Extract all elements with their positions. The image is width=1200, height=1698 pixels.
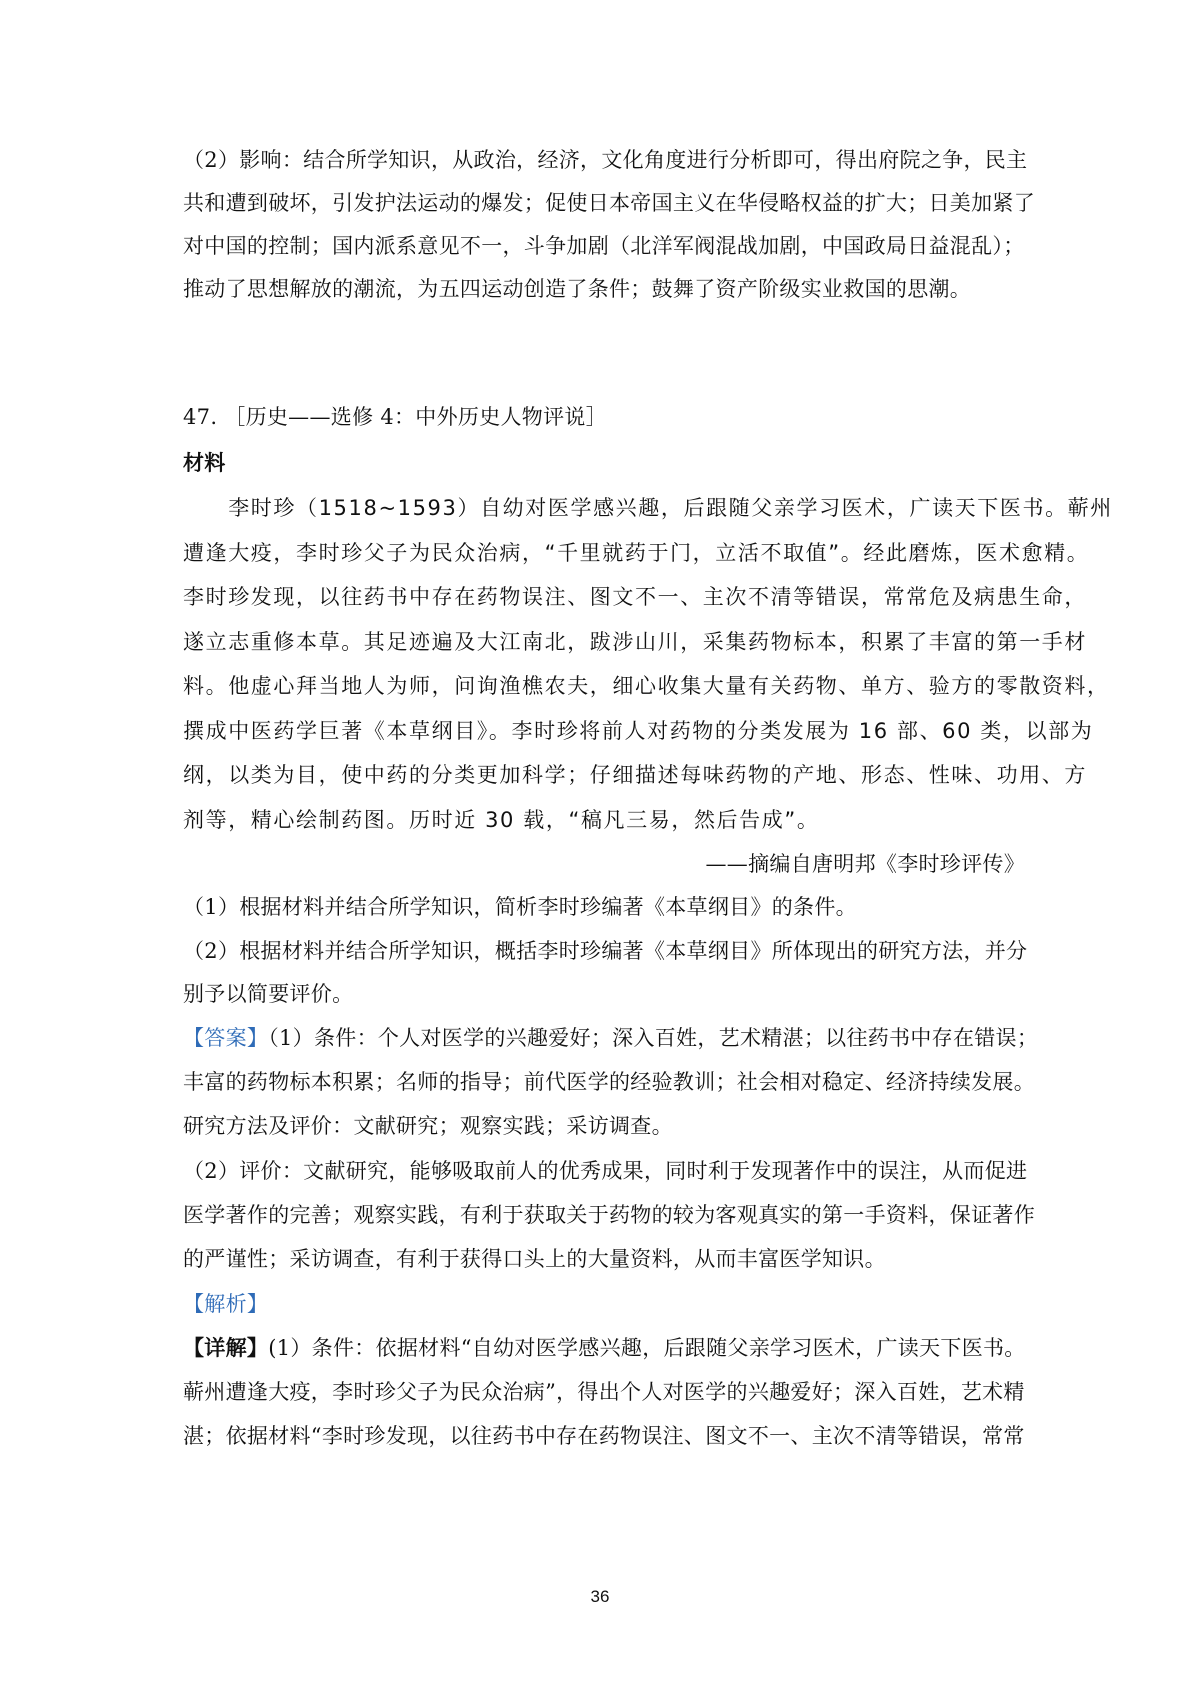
influence-line: （2）影响：结合所学知识，从政治，经济，文化角度进行分析即可，得出府院之争，民主 (183, 148, 1028, 172)
answer-first-line (183, 1024, 1039, 1052)
material-line: 遭逢大疫，李时珍父子为民众治病，“千里就药于门，立活不取值”。经此磨炼，医术愈精。 (183, 541, 1090, 565)
answer-tag: 【答案】 (183, 1026, 269, 1050)
sub-question: （1）根据材料并结合所学知识，简析李时珍编著《本草纲目》的条件。 (183, 895, 857, 919)
influence-line: 对中国的控制；国内派系意见不一，斗争加剧（北洋军阀混战加剧，中国政局日益混乱）； (183, 234, 1025, 258)
material-label: 材料 (183, 450, 226, 475)
material-line: 李时珍发现，以往药书中存在药物误注、图文不一、主次不清等错误，常常危及病患生命， (183, 585, 1087, 609)
answer-line: 丰富的药物标本积累；名师的指导；前代医学的经验教训；社会相对稳定、经济持续发展。 (183, 1070, 1035, 1094)
answer-line: （2）评价：文献研究，能够吸取前人的优秀成果，同时利于发现著作中的误注，从而促进 (183, 1159, 1028, 1183)
analysis-tag: 【解析】 (183, 1292, 269, 1316)
influence-line: 共和遭到破坏，引发护法运动的爆发；促使日本帝国主义在华侵略权益的扩大；日美加紧了 (183, 191, 1035, 215)
material-line: 撰成中医药学巨著《本草纲目》。李时珍将前人对药物的分类发展为 16 部、60 类，以部为 (183, 719, 1094, 743)
answer-text: （1）条件：个人对医学的兴趣爱好；深入百姓，艺术精湛；以往药书中存在错误； (268, 1026, 1039, 1050)
material-line: 遂立志重修本草。其足迹遍及大江南北，跋涉山川，采集药物标本，积累了丰富的第一手材 (183, 630, 1087, 654)
detail-first-line (183, 1334, 1026, 1362)
material-line: 料。他虚心拜当地人为师，问询渔樵农夫，细心收集大量有关药物、单方、验方的零散资料， (183, 674, 1110, 698)
question-heading: 47. ［历史——选修 4：中外历史人物评说］ (183, 405, 608, 429)
detail-tag: 【详解】 (183, 1335, 269, 1360)
detail-line: 蕲州遭逢大疫，李时珍父子为民众治病”，得出个人对医学的兴趣爱好；深入百姓，艺术精 (183, 1380, 1025, 1404)
answer-line: 医学著作的完善；观察实践，有利于获取关于药物的较为客观真实的第一手资料，保证著作 (183, 1203, 1035, 1227)
material-line: 剂等，精心绘制药图。历时近 30 载，“稿凡三易，然后告成”。 (183, 808, 820, 832)
answer-line: 研究方法及评价：文献研究；观察实践；采访调查。 (183, 1114, 673, 1138)
material-source: ——摘编自唐明邦《李时珍评传》 (705, 852, 1025, 876)
sub-question: 别予以简要评价。 (183, 982, 354, 1006)
answer-line: 的严谨性；采访调查，有利于获得口头上的大量资料，从而丰富医学知识。 (183, 1247, 886, 1271)
detail-text: (1）条件：依据材料“自幼对医学感兴趣，后跟随父亲学习医术，广读天下医书。 (268, 1336, 1026, 1360)
influence-line: 推动了思想解放的潮流，为五四运动创造了条件；鼓舞了资产阶级实业救国的思潮。 (183, 277, 972, 301)
material-line: 李时珍（1518~1593）自幼对医学感兴趣，后跟随父亲学习医术，广读天下医书。蕲州 (183, 496, 1113, 520)
page-number: 36 (590, 1587, 610, 1606)
sub-question: （2）根据材料并结合所学知识，概括李时珍编著《本草纲目》所体现出的研究方法，并分 (183, 939, 1028, 963)
material-line: 纲，以类为目，使中药的分类更加科学；仔细描述每味药物的产地、形态、性味、功用、方 (183, 763, 1087, 787)
detail-line: 湛；依据材料“李时珍发现，以往药书中存在药物误注、图文不一、主次不清等错误，常常 (183, 1424, 1025, 1448)
